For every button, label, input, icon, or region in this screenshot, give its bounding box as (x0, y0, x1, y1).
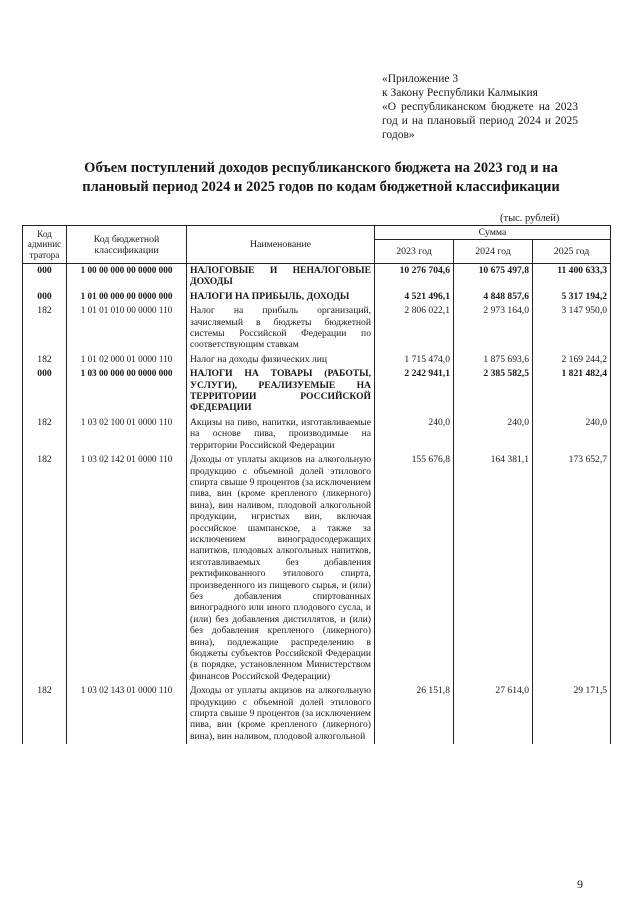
name-cell: Доходы от уплаты акцизов на алкогольную продукцию с объемной долей этилового спирта свыше 9 процентов (за исключением пива, вин (кроме крепленого (ликерного) вина), вин наливом, плодовой алкогольной (187, 684, 375, 744)
amount-2024-cell: 1 875 693,6 (454, 353, 533, 367)
classification-code-cell: 1 01 01 010 00 0000 110 (67, 304, 187, 353)
units-label: (тыс. рублей) (500, 213, 560, 224)
header-name: Наименование (187, 226, 375, 264)
table-row (23, 304, 611, 353)
header-year-2023: 2023 год (375, 240, 454, 264)
amount-2024-cell: 2 385 582,5 (454, 367, 533, 416)
amount-2025-cell: 29 171,5 (533, 684, 611, 744)
table-row (23, 684, 611, 744)
admin-code-cell: 182 (23, 684, 67, 744)
name-cell: Налог на доходы физических лиц (187, 353, 375, 367)
amount-2025-cell: 173 652,7 (533, 453, 611, 684)
table-row (23, 367, 611, 416)
table-row (23, 290, 611, 304)
amount-2024-cell: 10 675 497,8 (454, 264, 533, 290)
amount-2025-cell: 5 317 194,2 (533, 290, 611, 304)
name-cell: НАЛОГИ НА ПРИБЫЛЬ, ДОХОДЫ (187, 290, 375, 304)
table-row (23, 416, 611, 453)
name-cell: НАЛОГОВЫЕ И НЕНАЛОГОВЫЕ ДОХОДЫ (187, 264, 375, 290)
header-sum: Сумма (375, 226, 611, 240)
table-row (23, 264, 611, 290)
name-cell: Акцизы на пиво, напитки, изготавливаемые на основе пива, производимые на территории Российской Федерации (187, 416, 375, 453)
amount-2025-cell: 240,0 (533, 416, 611, 453)
header-classification-code: Код бюджетной классификации (67, 226, 187, 264)
amount-2025-cell: 1 821 482,4 (533, 367, 611, 416)
name-cell: НАЛОГИ НА ТОВАРЫ (РАБОТЫ, УСЛУГИ), РЕАЛИЗУЕМЫЕ НА ТЕРРИТОРИИ РОССИЙСКОЙ ФЕДЕРАЦИИ (187, 367, 375, 416)
amount-2024-cell: 27 614,0 (454, 684, 533, 744)
classification-code-cell: 1 03 02 142 01 0000 110 (67, 453, 187, 684)
amount-2024-cell: 240,0 (454, 416, 533, 453)
amount-2024-cell: 4 848 857,6 (454, 290, 533, 304)
classification-code-cell: 1 03 02 100 01 0000 110 (67, 416, 187, 453)
amount-2025-cell: 3 147 950,0 (533, 304, 611, 353)
amount-2023-cell: 1 715 474,0 (375, 353, 454, 367)
admin-code-cell: 000 (23, 264, 67, 290)
classification-code-cell: 1 00 00 000 00 0000 000 (67, 264, 187, 290)
classification-code-cell: 1 01 00 000 00 0000 000 (67, 290, 187, 304)
revenue-table (22, 225, 611, 744)
amount-2023-cell: 10 276 704,6 (375, 264, 454, 290)
name-cell: Доходы от уплаты акцизов на алкогольную продукцию с объемной долей этилового спирта свыше 9 процентов (за исключением пива, вин (кроме крепленого (ликерного) вина), вин наливом, плодовой алкогольной продукции, игристых вин, включая российское шампанское, а также за исключением виноградосодержащих напитков, плодовых алкогольных напитков, изготавливаемых без добавления ректификованного этилового спирта, произведенного из пищевого сырья, и (или) без добавления спиртованных виноградного или иного плодового сусла, и (или) без добавления дистиллятов, и (или) без добавления крепленого (ликерного) вина), подлежащие распределению в бюджеты субъектов Российской Федерации (в порядке, установленном Министерством финансов Российской Федерации) (187, 453, 375, 684)
amount-2024-cell: 164 381,1 (454, 453, 533, 684)
header-year-2024: 2024 год (454, 240, 533, 264)
annex-header (382, 72, 578, 142)
page-number: 9 (577, 877, 583, 891)
amount-2024-cell: 2 973 164,0 (454, 304, 533, 353)
annex-line-3: «О республиканском бюджете на 2023 год и на плановый период 2024 и 2025 годов» (382, 101, 578, 141)
table-row (23, 453, 611, 684)
amount-2023-cell: 4 521 496,1 (375, 290, 454, 304)
amount-2023-cell: 26 151,8 (375, 684, 454, 744)
classification-code-cell: 1 03 02 143 01 0000 110 (67, 684, 187, 744)
admin-code-cell: 000 (23, 367, 67, 416)
admin-code-cell: 182 (23, 304, 67, 353)
admin-code-cell: 182 (23, 416, 67, 453)
table-row (23, 353, 611, 367)
document-title: Объем поступлений доходов республиканского бюджета на 2023 год и на плановый период 2024 и 2025 годов по кодам бюджетной классификации (82, 160, 560, 195)
header-year-2025: 2025 год (533, 240, 611, 264)
amount-2025-cell: 11 400 633,3 (533, 264, 611, 290)
classification-code-cell: 1 01 02 000 01 0000 110 (67, 353, 187, 367)
admin-code-cell: 182 (23, 353, 67, 367)
amount-2023-cell: 2 242 941,1 (375, 367, 454, 416)
amount-2023-cell: 240,0 (375, 416, 454, 453)
amount-2023-cell: 155 676,8 (375, 453, 454, 684)
amount-2023-cell: 2 806 022,1 (375, 304, 454, 353)
classification-code-cell: 1 03 00 000 00 0000 000 (67, 367, 187, 416)
annex-line-1: «Приложение 3 (382, 73, 459, 85)
name-cell: Налог на прибыль организаций, зачисляемый в бюджеты бюджетной системы Российской Федерации по соответствующим ставкам (187, 304, 375, 353)
header-admin-code: Код админис тратора (23, 226, 67, 264)
admin-code-cell: 000 (23, 290, 67, 304)
annex-line-2: к Закону Республики Калмыкия (382, 87, 538, 99)
admin-code-cell: 182 (23, 453, 67, 684)
amount-2025-cell: 2 169 244,2 (533, 353, 611, 367)
